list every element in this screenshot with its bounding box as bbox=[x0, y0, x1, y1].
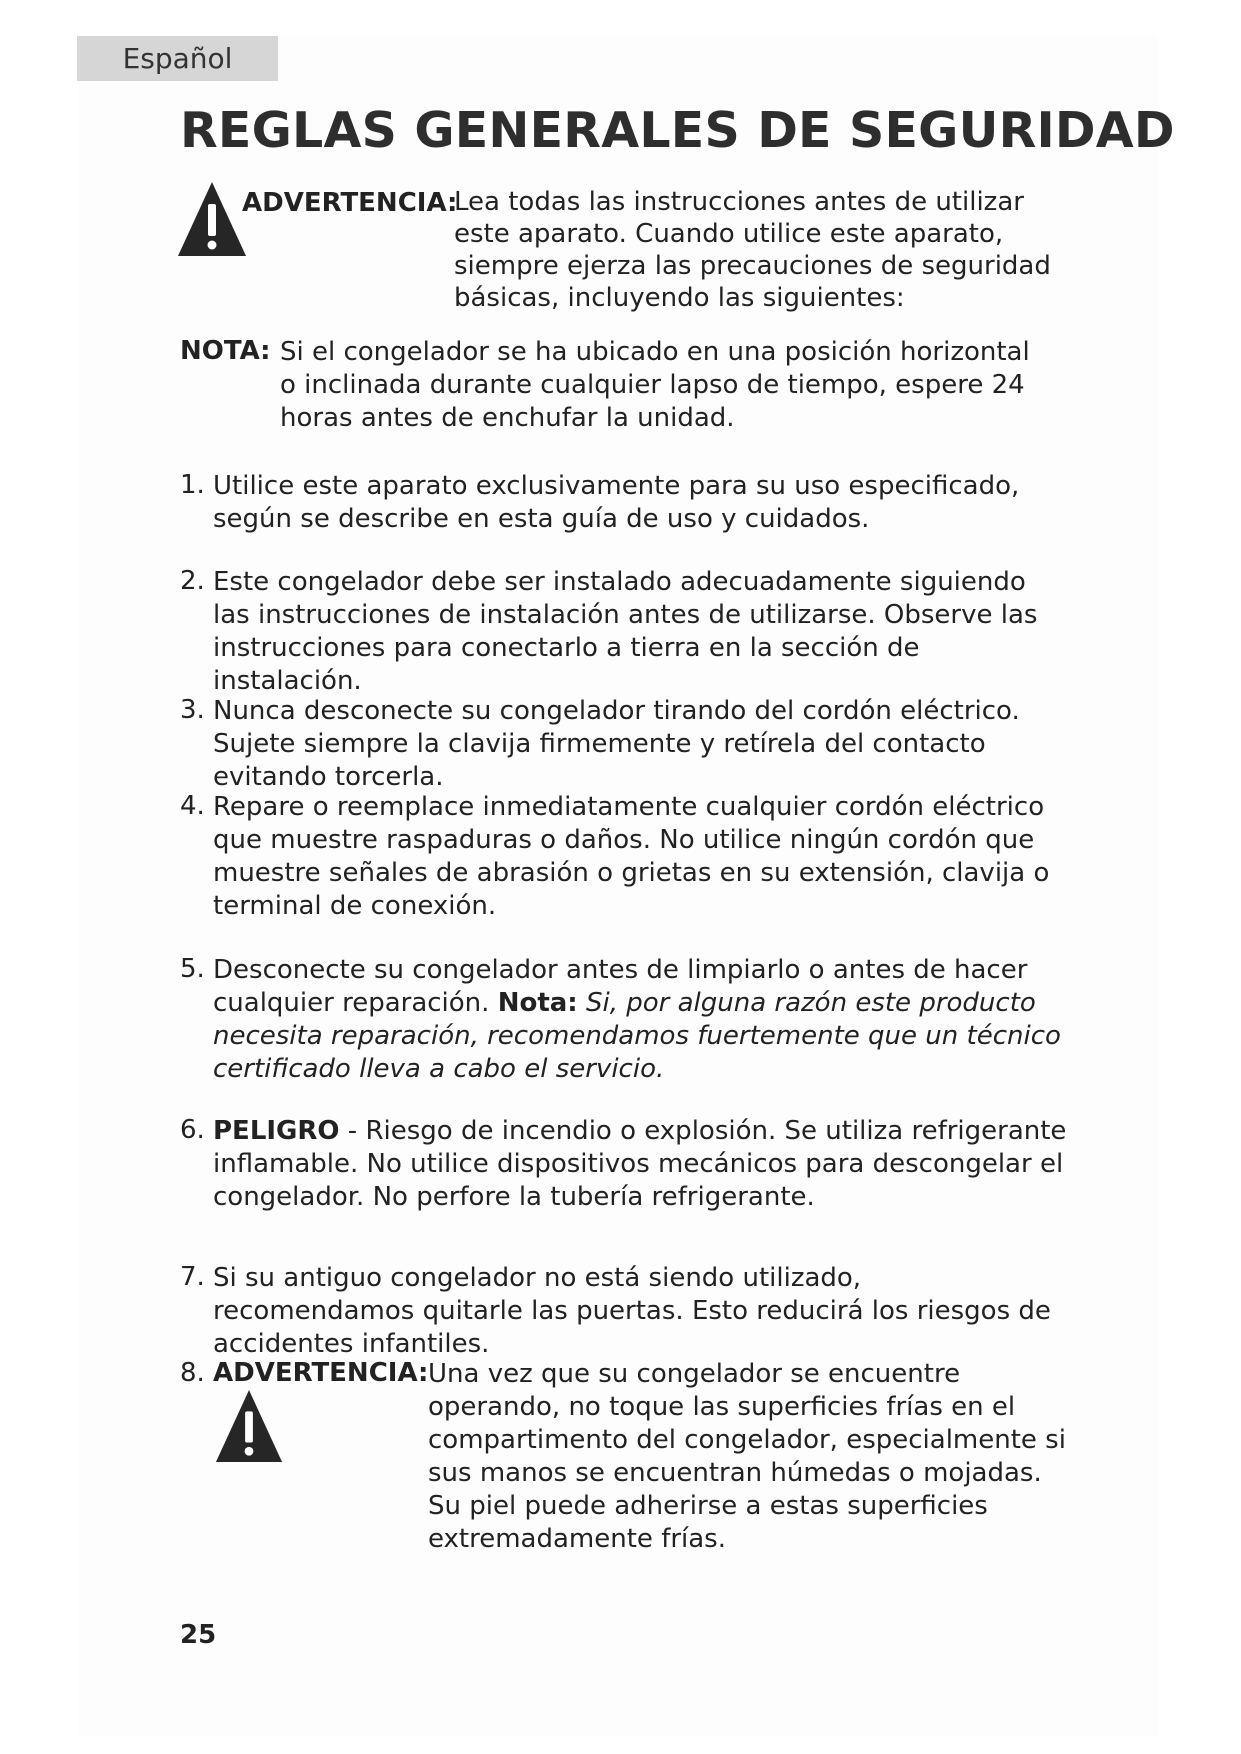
language-tab: Español bbox=[77, 36, 278, 81]
item-number: 6. bbox=[180, 1115, 205, 1145]
item-number: 5. bbox=[180, 954, 205, 984]
note-label: NOTA: bbox=[180, 336, 271, 366]
item-number: 7. bbox=[180, 1262, 205, 1292]
note-text: Si el congelador se ha ubicado en una posición horizontal o inclinada durante cualquier lapso de tiempo, espere 24 horas antes de enchufar la unidad. bbox=[280, 337, 1030, 433]
item-number: 1. bbox=[180, 470, 205, 500]
item-number: 2. bbox=[180, 566, 205, 596]
item-5-note-text: Si, por alguna razón este producto necesita reparación, recomendamos fuertemente que un técnico certificado lleva a cabo el servicio. bbox=[213, 988, 1061, 1084]
item-8-warning-label: ADVERTENCIA: bbox=[213, 1358, 429, 1388]
item-text bbox=[213, 954, 1068, 1086]
item-5-text: Desconecte su congelador antes de limpiarlo o antes de hacer cualquier reparación. bbox=[213, 955, 1028, 1018]
warning-triangle-icon bbox=[214, 1388, 284, 1464]
item-text: Utilice este aparato exclusivamente para su uso especificado, según se describe en esta guía de uso y cuidados. bbox=[213, 471, 1020, 534]
item-text bbox=[213, 1115, 1068, 1214]
item-text: Este congelador debe ser instalado adecuadamente siguiendo las instrucciones de instalación antes de utilizarse. Observe las instrucciones para conectarlo a tierra en la sección de instalación. bbox=[213, 567, 1038, 696]
item-text: Nunca desconecte su congelador tirando del cordón eléctrico. Sujete siempre la clavija firmemente y retírela del contacto evitando torcerla. bbox=[213, 696, 1020, 792]
warning-triangle-icon bbox=[176, 180, 248, 258]
item-8-text: Una vez que su congelador se encuentre operando, no toque las superficies frías en el compartimento del congelador, especialmente si sus manos se encuentran húmedas o mojadas. Su piel puede adherirse a estas superficies extremadamente frías. bbox=[428, 1359, 1066, 1554]
page-title: REGLAS GENERALES DE SEGURIDAD bbox=[180, 102, 1175, 159]
item-6-text: - Riesgo de incendio o explosión. Se utiliza refrigerante inflamable. No utilice dispositivos mecánicos para descongelar el congelador. No perfore la tubería refrigerante. bbox=[213, 1116, 1067, 1212]
item-text: Si su antiguo congelador no está siendo utilizado, recomendamos quitarle las puertas. Esto reducirá los riesgos de accidentes infantiles. bbox=[213, 1263, 1051, 1359]
item-5-note-label: Nota: bbox=[497, 988, 578, 1018]
danger-label: PELIGRO bbox=[213, 1116, 340, 1146]
page-number: 25 bbox=[180, 1620, 217, 1650]
warning-text: Lea todas las instrucciones antes de utilizar este aparato. Cuando utilice este aparato, siempre ejerza las precauciones de seguridad básicas, incluyendo las siguientes: bbox=[454, 187, 1051, 313]
item-number: 3. bbox=[180, 695, 205, 725]
item-text: Repare o reemplace inmediatamente cualquier cordón eléctrico que muestre raspaduras o daños. No utilice ningún cordón que muestre señales de abrasión o grietas en su extensión, clavija o terminal de conexión. bbox=[213, 792, 1050, 921]
warning-label: ADVERTENCIA: bbox=[242, 188, 458, 218]
item-number: 8. bbox=[180, 1358, 205, 1388]
item-number: 4. bbox=[180, 791, 205, 821]
